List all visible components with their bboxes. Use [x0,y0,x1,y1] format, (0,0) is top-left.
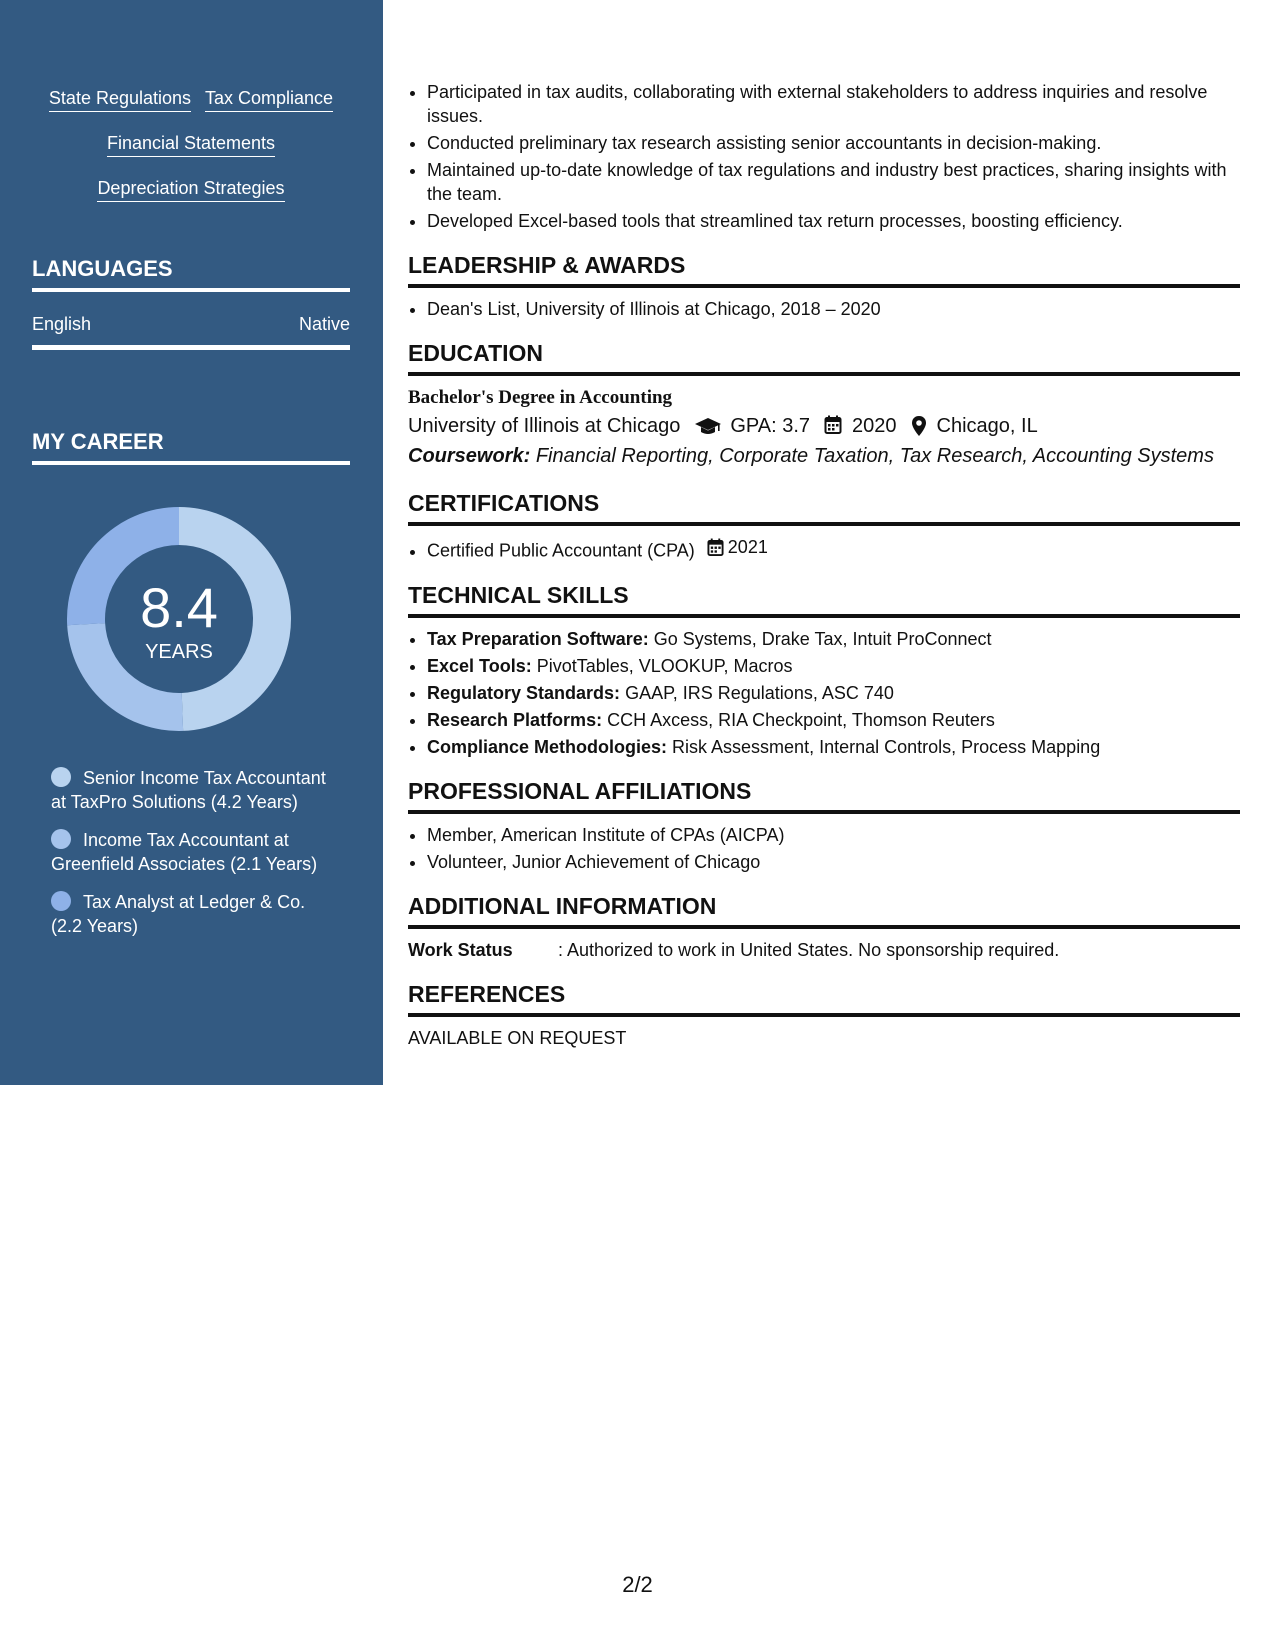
coursework-label: Coursework: [408,445,531,467]
career-item-text: Senior Income Tax Accountant at TaxPro Solutions (4.2 Years) [51,768,326,812]
list-item [427,627,1240,651]
education-info [408,411,1240,441]
list-item [427,535,1240,563]
list-item: • Conducted preliminary tax research assisting senior accountants in decision-making. [427,131,1240,155]
skill-label: Compliance Methodologies: [427,736,668,757]
list-item: • Member, American Institute of CPAs (AICPA) [427,823,1240,847]
skill-tag: Depreciation Strategies [97,176,284,202]
school-location: Chicago, IL [936,415,1038,437]
skill-value: CCH Axcess, RIA Checkpoint, Thomson Reuters [607,709,995,730]
career-heading: MY CAREER [32,428,350,465]
skill-label: Research Platforms: [427,709,603,730]
skill-value: Risk Assessment, Internal Controls, Process Mapping [672,736,1101,757]
list-item: • Maintained up-to-date knowledge of tax regulations and industry best practices, sharing insights with the team. [427,158,1240,206]
skill-value: GAAP, IRS Regulations, ASC 740 [625,682,894,703]
skill-tags [32,86,350,221]
list-item: • Volunteer, Junior Achievement of Chicago [427,850,1240,874]
graduation-cap-icon [694,415,722,437]
school-name: University of Illinois at Chicago [408,415,681,437]
skill-value: PivotTables, VLOOKUP, Macros [536,655,793,676]
legend-dot-icon [51,829,71,849]
affiliations-heading: PROFESSIONAL AFFILIATIONS [408,777,1240,814]
work-status-label: Work Status [408,939,513,960]
language-name: English [32,314,92,334]
legend-dot-icon [51,767,71,787]
certification-name: Certified Public Accountant (CPA) [427,540,695,561]
main-content [408,80,1240,1050]
skill-tag: State Regulations [49,86,191,112]
map-pin-icon [911,415,929,437]
career-total-years: 8.4 [140,576,218,639]
skill-label: Regulatory Standards: [427,682,621,703]
skill-tag: Financial Statements [107,131,275,157]
work-status-row [408,938,1240,962]
career-item [51,828,326,876]
career-item [51,766,326,814]
career-item-text: Tax Analyst at Ledger & Co. (2.2 Years) [51,892,306,936]
list-item [427,708,1240,732]
list-item: • Dean's List, University of Illinois at Chicago, 2018 – 2020 [427,297,1240,321]
list-item: • Participated in tax audits, collaborating with external stakeholders to address inquiries and resolve issues. [427,80,1240,128]
gpa: GPA: 3.7 [730,415,811,437]
career-list [51,766,326,952]
page-number: 2/2 [622,1572,653,1597]
technical-skills-list [408,627,1240,759]
references-text: AVAILABLE ON REQUEST [408,1027,627,1048]
skill-tag: Tax Compliance [205,86,333,112]
calendar-icon [707,538,724,557]
skill-value: Go Systems, Drake Tax, Intuit ProConnect [653,628,992,649]
experience-bullets [408,80,1240,233]
legend-dot-icon [51,891,71,911]
work-status-value: : Authorized to work in United States. No sponsorship required. [558,939,1060,960]
career-total-unit: YEARS [145,641,213,663]
education-heading: EDUCATION [408,339,1240,376]
affiliations-list [408,823,1240,874]
degree-title: Bachelor's Degree in Accounting [408,387,673,408]
career-item-text: Income Tax Accountant at Greenfield Associates (2.1 Years) [51,830,318,874]
certification-year: 2021 [727,537,768,557]
coursework-value: Financial Reporting, Corporate Taxation, Tax Research, Accounting Systems [535,445,1214,467]
graduation-year: 2020 [852,415,897,437]
leadership-list [408,297,1240,321]
list-item [427,735,1240,759]
languages-heading: LANGUAGES [32,255,350,292]
language-level: Native [298,314,350,334]
skill-label: Excel Tools: [427,655,532,676]
list-item [427,681,1240,705]
skill-label: Tax Preparation Software: [427,628,649,649]
career-item [51,890,326,938]
certifications-heading: CERTIFICATIONS [408,489,1240,526]
list-item: • Developed Excel-based tools that streamlined tax return processes, boosting efficiency. [427,209,1240,233]
language-row [32,312,350,350]
technical-skills-heading: TECHNICAL SKILLS [408,581,1240,618]
coursework [408,441,1240,471]
certifications-list [408,535,1240,563]
references-heading: REFERENCES [408,980,1240,1017]
calendar-icon [824,415,844,437]
sidebar [0,0,383,1085]
leadership-heading: LEADERSHIP & AWARDS [408,251,1240,288]
additional-info-heading: ADDITIONAL INFORMATION [408,892,1240,929]
list-item [427,654,1240,678]
